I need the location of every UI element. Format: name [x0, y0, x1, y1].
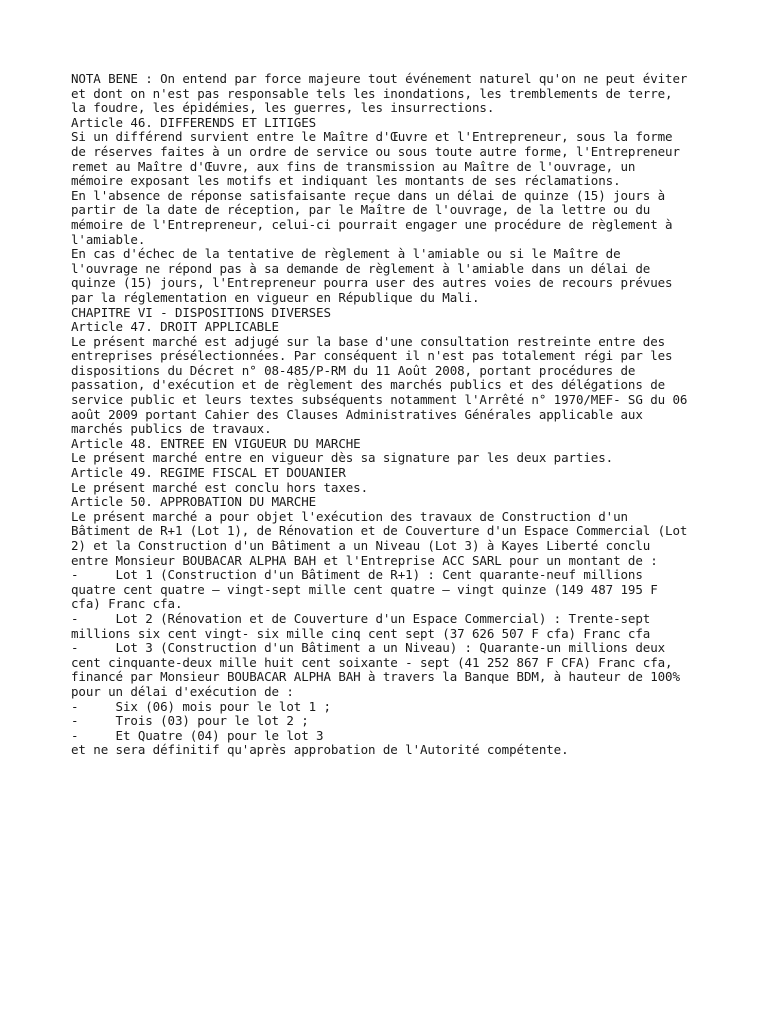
- text-line: millions six cent vingt- six mille cinq cent sept (37 626 507 F cfa) Franc cfa: [71, 625, 651, 641]
- text-line: pour un délai d'exécution de :: [71, 683, 294, 699]
- document-body: [71, 72, 761, 758]
- list-item: - Lot 1 (Construction d'un Bâtiment de R+1) : Cent quarante-neuf millions: [71, 567, 643, 583]
- text-line: l'amiable.: [71, 231, 146, 247]
- text-line: partir de la date de réception, par le Maître de l'ouvrage, de la lettre ou du: [71, 202, 651, 218]
- list-item: - Lot 2 (Rénovation et de Couverture d'un Espace Commercial) : Trente-sept: [71, 610, 651, 626]
- text-line: quinze (15) jours, l'Entrepreneur pourra user des autres voies de recours prévues: [71, 275, 673, 291]
- text-line: Bâtiment de R+1 (Lot 1), de Rénovation et de Couverture d'un Espace Commercial (Lot: [71, 523, 688, 539]
- text-line: Si un différend survient entre le Maître d'Œuvre et l'Entrepreneur, sous la forme: [71, 129, 673, 145]
- text-line: 2) et la Construction d'un Bâtiment a un Niveau (Lot 3) à Kayes Liberté conclu: [71, 538, 651, 553]
- text-line: Le présent marché est adjugé sur la base d'une consultation restreinte entre des: [71, 333, 666, 349]
- article-heading: Article 47. DROIT APPLICABLE: [71, 319, 279, 335]
- text-line: la foudre, les épidémies, les guerres, les insurrections.: [71, 100, 495, 116]
- list-item: - Six (06) mois pour le lot 1 ;: [71, 698, 331, 714]
- text-line: par la réglementation en vigueur en République du Mali.: [71, 289, 480, 305]
- text-line: En l'absence de réponse satisfaisante reçue dans un délai de quinze (15) jours à: [71, 187, 666, 203]
- list-item: - Trois (03) pour le lot 2 ;: [71, 713, 309, 729]
- article-heading: Article 46. DIFFERENDS ET LITIGES: [71, 114, 317, 130]
- text-line: financé par Monsieur BOUBACAR ALPHA BAH à travers la Banque BDM, à hauteur de 100%: [71, 669, 680, 685]
- text-line: marchés publics de travaux.: [71, 421, 272, 437]
- text-line: et ne sera définitif qu'après approbation de l'Autorité compétente.: [71, 742, 569, 758]
- text-line: passation, d'exécution et de règlement des marchés publics et des délégations de: [71, 377, 666, 393]
- text-line: entre Monsieur BOUBACAR ALPHA BAH et l'Entreprise ACC SARL pour un montant de :: [71, 552, 658, 568]
- list-item: - Lot 3 (Construction d'un Bâtiment a un Niveau) : Quarante-un millions deux: [71, 640, 666, 656]
- text-line: mémoire exposant les motifs et indiquant les montants de ses réclamations.: [71, 173, 621, 189]
- text-line: entreprises présélectionnées. Par conséquent il n'est pas totalement régi par les: [71, 348, 673, 364]
- text-line: NOTA BENE : On entend par force majeure tout événement naturel qu'on ne peut éviter: [71, 71, 688, 86]
- text-line: mémoire de l'Entrepreneur, celui-ci pourrait engager une procédure de règlement à: [71, 216, 673, 232]
- text-line: dispositions du Décret n° 08-485/P-RM du 11 Août 2008, portant procédures de: [71, 362, 636, 378]
- article-heading: Article 49. REGIME FISCAL ET DOUANIER: [71, 465, 346, 481]
- text-line: cfa) Franc cfa.: [71, 596, 183, 612]
- text-line: l'ouvrage ne répond pas à sa demande de règlement à l'amiable dans un délai de: [71, 260, 651, 276]
- text-line: et dont on n'est pas responsable tels les inondations, les tremblements de terre,: [71, 85, 673, 101]
- text-line: service public et leurs textes subséquents notamment l'Arrêté n° 1970/MEF- SG du 06: [71, 392, 688, 408]
- chapter-heading: CHAPITRE VI - DISPOSITIONS DIVERSES: [71, 304, 331, 320]
- article-heading: Article 48. ENTREE EN VIGUEUR DU MARCHE: [71, 435, 361, 451]
- text-line: août 2009 portant Cahier des Clauses Administratives Générales applicable aux: [71, 406, 643, 422]
- text-line: En cas d'échec de la tentative de règlement à l'amiable ou si le Maître de: [71, 246, 621, 262]
- text-line: cent cinquante-deux mille huit cent soixante - sept (41 252 867 F CFA) Franc cfa,: [71, 654, 673, 670]
- text-line: Le présent marché entre en vigueur dès sa signature par les deux parties.: [71, 450, 614, 466]
- text-line: Le présent marché a pour objet l'exécution des travaux de Construction d'un: [71, 508, 628, 524]
- text-line: remet au Maître d'Œuvre, aux fins de transmission au Maître de l'ouvrage, un: [71, 158, 636, 174]
- list-item: - Et Quatre (04) pour le lot 3: [71, 727, 324, 743]
- text-line: de réserves faites à un ordre de service ou sous toute autre forme, l'Entrepreneur: [71, 143, 680, 159]
- article-heading: Article 50. APPROBATION DU MARCHE: [71, 494, 317, 510]
- text-line: quatre cent quatre – vingt-sept mille cent quatre – vingt quinze (149 487 195 F: [71, 581, 658, 597]
- text-line: Le présent marché est conclu hors taxes.: [71, 479, 369, 495]
